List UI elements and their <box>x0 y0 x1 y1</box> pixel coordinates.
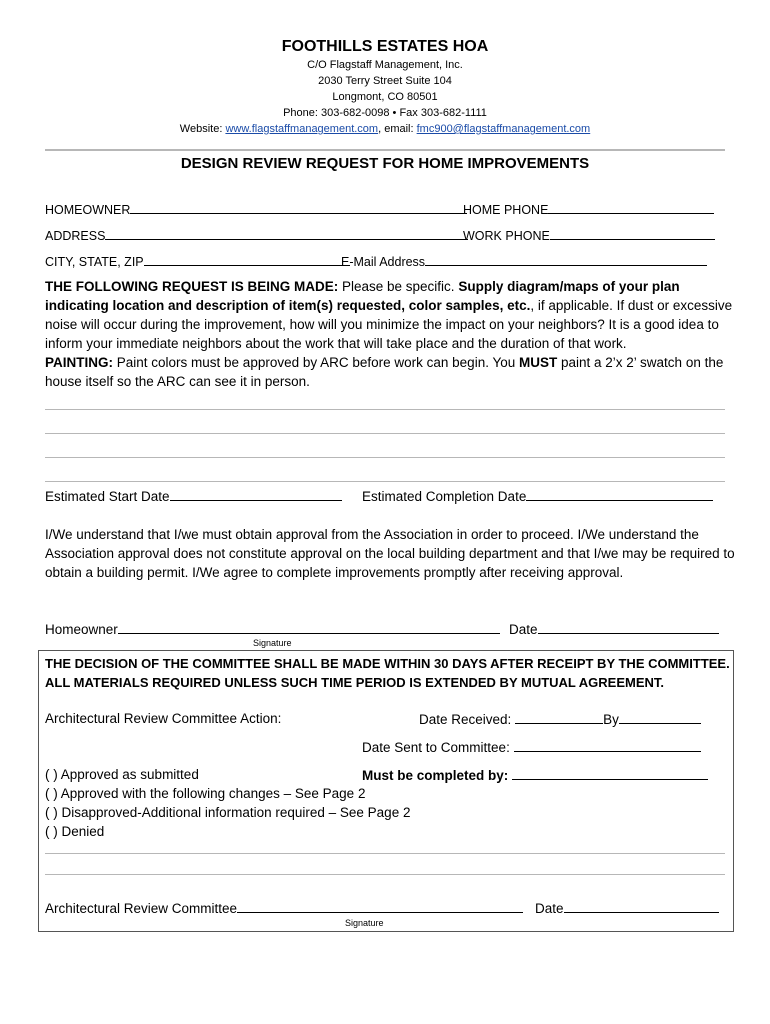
email-field[interactable] <box>341 253 707 269</box>
request-text-2: , if applicable. If dust or excessive noise will occur during the improvement, how will you minimize the impact on your neighbors? It is a good idea to inform your immediate neighbors about the work that will take place and the duration of that work. <box>45 298 733 351</box>
must-emphasis: MUST <box>519 355 558 370</box>
option-approved-with-changes[interactable]: ( ) Approved with the following changes – See Page 2 <box>45 786 366 801</box>
website-link[interactable]: www.flagstaffmanagement.com <box>225 123 379 135</box>
signature-caption: Signature <box>253 638 292 648</box>
date-received-line[interactable] <box>515 711 603 724</box>
date-received-field[interactable] <box>419 711 701 727</box>
painting-label: PAINTING: <box>45 355 113 370</box>
arc-action-label: Architectural Review Committee Action: <box>45 711 282 726</box>
email-address-line[interactable] <box>425 253 707 266</box>
description-line[interactable] <box>45 409 725 410</box>
committee-heading-line-1: THE DECISION OF THE COMMITTEE SHALL BE MADE WITHIN 30 DAYS AFTER RECEIPT BY THE COMMITTEE. <box>45 656 730 671</box>
address-line-1: C/O Flagstaff Management, Inc. <box>307 59 463 71</box>
homeowner-sig-label: Homeowner <box>45 622 118 637</box>
arc-signature-label: Architectural Review Committee <box>45 901 238 916</box>
option-disapproved[interactable]: ( ) Disapproved-Additional information required – See Page 2 <box>45 805 411 820</box>
request-lead: THE FOLLOWING REQUEST IS BEING MADE: <box>45 279 339 294</box>
completion-date-field[interactable] <box>362 488 713 504</box>
committee-heading <box>45 654 730 692</box>
arc-date-field[interactable] <box>535 900 719 916</box>
committee-notes-line[interactable] <box>45 874 725 875</box>
painting-text-2: paint a 2’x 2’ swatch on the house itself so the ARC can see it in person. <box>45 355 724 389</box>
phone-fax: Phone: 303-682-0098 • Fax 303-682-1111 <box>283 107 487 119</box>
homeowner-line[interactable] <box>130 201 467 214</box>
website-label: Website: <box>179 123 226 135</box>
work-phone-field[interactable] <box>463 227 715 243</box>
city-state-zip-label: CITY, STATE, ZIP <box>45 255 144 269</box>
date-sent-line[interactable] <box>514 739 701 752</box>
homeowner-signature-line[interactable] <box>118 621 500 634</box>
request-instructions <box>45 277 735 391</box>
request-text-1: Please be specific. <box>338 279 459 294</box>
arc-signature-field[interactable] <box>45 900 523 916</box>
address-line-3: Longmont, CO 80501 <box>332 91 438 103</box>
header-divider <box>45 149 725 151</box>
contact-line <box>0 121 770 137</box>
date-received-label: Date Received: <box>419 712 512 727</box>
painting-text: Paint colors must be approved by ARC before work can begin. You <box>113 355 519 370</box>
arc-signature-caption: Signature <box>345 918 384 928</box>
home-phone-line[interactable] <box>548 201 714 214</box>
address-label: ADDRESS <box>45 229 106 243</box>
committee-heading-line-2: ALL MATERIALS REQUIRED UNLESS SUCH TIME PERIOD IS EXTENDED BY MUTUAL AGREEMENT. <box>45 675 664 690</box>
must-complete-line[interactable] <box>512 767 708 780</box>
description-line[interactable] <box>45 457 725 458</box>
organization-name: FOOTHILLS ESTATES HOA <box>281 38 489 55</box>
address-line-2: 2030 Terry Street Suite 104 <box>318 75 452 87</box>
completion-date-line[interactable] <box>526 488 713 501</box>
option-approved[interactable]: ( ) Approved as submitted <box>45 767 199 782</box>
arc-date-line[interactable] <box>564 900 719 913</box>
arc-date-label: Date <box>535 901 564 916</box>
description-line[interactable] <box>45 433 725 434</box>
address-field[interactable] <box>45 227 468 243</box>
request-supply-note: Supply diagram/maps of your plan indicating location and description of item(s) requested, color samples, etc. <box>45 279 680 313</box>
homeowner-field[interactable] <box>45 201 467 217</box>
must-complete-field[interactable] <box>362 767 708 783</box>
committee-notes-line[interactable] <box>45 853 725 854</box>
city-state-zip-field[interactable] <box>45 253 350 269</box>
email-link[interactable]: fmc900@flagstaffmanagement.com <box>416 123 591 135</box>
homeowner-date-line[interactable] <box>538 621 719 634</box>
date-sent-label: Date Sent to Committee: <box>362 740 510 755</box>
date-sent-field[interactable] <box>362 739 701 755</box>
form-title: DESIGN REVIEW REQUEST FOR HOME IMPROVEMENTS <box>180 155 590 172</box>
email-address-label: E-Mail Address <box>341 255 426 269</box>
work-phone-label: WORK PHONE <box>463 229 550 243</box>
home-phone-field[interactable] <box>463 201 714 217</box>
homeowner-date-label: Date <box>509 622 538 637</box>
homeowner-signature-field[interactable] <box>45 621 500 637</box>
arc-signature-line[interactable] <box>237 900 523 913</box>
home-phone-label: HOME PHONE <box>463 203 549 217</box>
start-date-label: Estimated Start Date <box>45 489 170 504</box>
city-state-zip-line[interactable] <box>144 253 350 266</box>
work-phone-line[interactable] <box>550 227 715 240</box>
homeowner-label: HOMEOWNER <box>45 203 131 217</box>
address-line[interactable] <box>105 227 468 240</box>
email-label: , email: <box>378 123 417 135</box>
must-complete-label: Must be completed by: <box>362 768 509 783</box>
agreement-text: I/We understand that I/we must obtain approval from the Association in order to proceed. I/We understand the Association approval does not constitute approval on the local building department and that I/we may be required to obtain a building permit. I/We agree to complete improvements promptly after receiving approval. <box>45 527 735 580</box>
homeowner-date-field[interactable] <box>509 621 719 637</box>
start-date-field[interactable] <box>45 488 342 504</box>
description-line[interactable] <box>45 481 725 482</box>
option-denied[interactable]: ( ) Denied <box>45 824 105 839</box>
by-label: By <box>603 712 619 727</box>
by-line[interactable] <box>619 711 701 724</box>
start-date-line[interactable] <box>170 488 342 501</box>
completion-date-label: Estimated Completion Date <box>362 489 527 504</box>
